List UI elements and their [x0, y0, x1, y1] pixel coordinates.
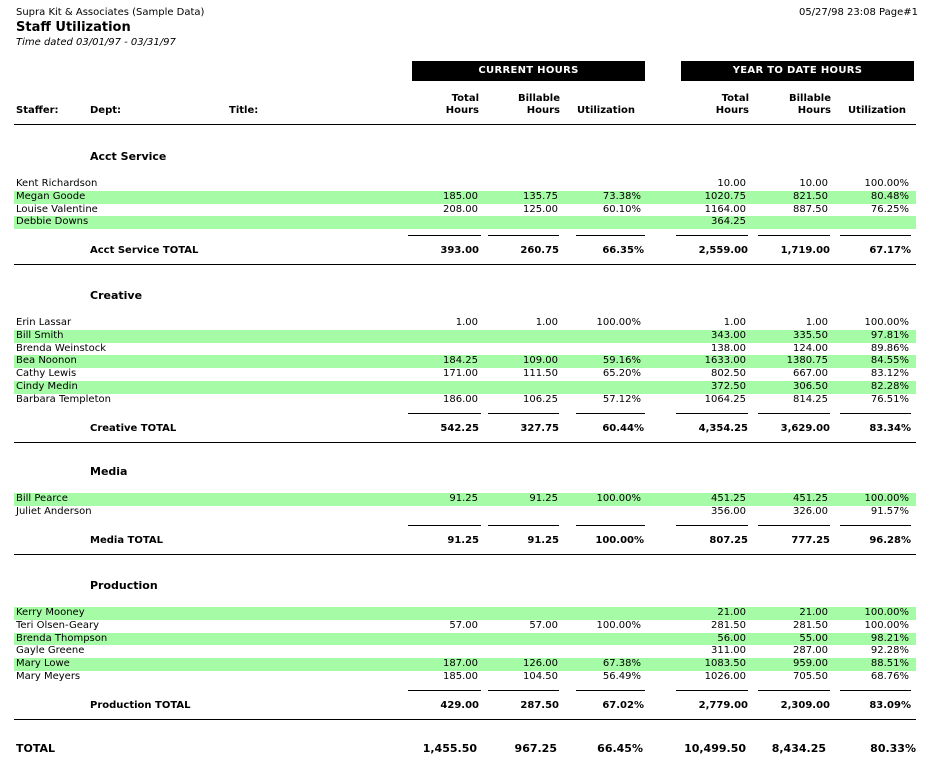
cell-ytd-total: 1164.00 — [704, 203, 746, 215]
group-title: Acct Service — [90, 150, 167, 163]
cell-ytd-util: 83.12% — [870, 368, 909, 380]
total-ytd-util: 83.34% — [869, 422, 911, 434]
staffer-name: Kerry Mooney — [16, 607, 85, 618]
cell-cur-util: 56.49% — [602, 671, 641, 682]
cell-cur-util: 100.00% — [596, 493, 641, 504]
group-title: Production — [90, 579, 158, 592]
cell-cur-bill: 91.25 — [529, 493, 558, 504]
staffer-name: Bill Smith — [16, 329, 64, 341]
cell-ytd-util: 84.55% — [870, 355, 909, 367]
staffer-name: Mary Lowe — [16, 658, 70, 670]
total-ytd-bill: 3,629.00 — [780, 422, 830, 434]
col-ytd-billable — [750, 93, 831, 117]
cell-cur-total: 91.25 — [449, 493, 478, 504]
subtotal-underline — [676, 235, 748, 236]
cell-cur-bill: 104.50 — [523, 671, 558, 682]
cell-ytd-bill: 306.50 — [793, 381, 828, 392]
cell-cur-util: 65.20% — [602, 368, 641, 380]
cell-cur-bill: 111.50 — [523, 368, 558, 380]
cell-cur-total: 1.00 — [455, 317, 478, 328]
cell-ytd-bill: 959.00 — [793, 658, 828, 670]
cell-ytd-bill: 326.00 — [793, 505, 828, 517]
subtotal-underline — [488, 525, 559, 526]
subtotal-underline — [840, 235, 911, 236]
total-cur-util: 66.35% — [602, 245, 644, 257]
col-dept: Dept: — [90, 105, 122, 116]
group-total-row — [0, 244, 936, 258]
cell-ytd-total: 56.00 — [717, 632, 746, 644]
section-divider — [14, 554, 916, 555]
subtotal-underline — [758, 525, 830, 526]
cell-cur-total: 171.00 — [443, 368, 478, 380]
col-ytd-total-line1: Total — [721, 93, 749, 104]
subtotal-underline — [676, 413, 748, 414]
cell-ytd-total: 21.00 — [717, 607, 746, 618]
cell-ytd-util: 100.00% — [864, 317, 909, 328]
staffer-name: Teri Olsen-Geary — [16, 619, 100, 631]
cell-ytd-util: 76.25% — [870, 203, 909, 215]
staffer-name: Bea Noonon — [16, 355, 77, 367]
grand-ytd-utilization: 80.33% — [870, 742, 916, 755]
cell-ytd-bill: 287.00 — [793, 645, 828, 657]
cell-ytd-util: 100.00% — [864, 619, 909, 631]
cell-ytd-bill: 281.50 — [793, 619, 828, 631]
cell-cur-total: 208.00 — [443, 203, 478, 215]
cell-cur-util: 60.10% — [602, 203, 641, 215]
total-cur-util: 67.02% — [602, 699, 644, 711]
table-row — [14, 317, 916, 330]
table-row — [14, 645, 916, 658]
staffer-name: Louise Valentine — [16, 203, 98, 215]
cell-ytd-total: 1633.00 — [704, 355, 746, 367]
cell-ytd-total: 138.00 — [711, 342, 746, 354]
cell-ytd-util: 97.81% — [870, 329, 909, 341]
current-hours-band: CURRENT HOURS — [412, 61, 645, 81]
cell-cur-bill: 125.00 — [523, 203, 558, 215]
total-ytd-bill: 777.25 — [791, 534, 830, 546]
subtotal-underline — [408, 690, 481, 691]
cell-cur-total: 184.25 — [443, 355, 478, 367]
staffer-name: Juliet Anderson — [16, 505, 92, 517]
group-total-label: Media TOTAL — [90, 534, 164, 546]
cell-ytd-util: 68.76% — [870, 671, 909, 682]
cell-ytd-util: 100.00% — [864, 607, 909, 618]
total-cur-total: 91.25 — [447, 534, 479, 546]
staffer-name: Erin Lassar — [16, 317, 72, 328]
section-divider — [14, 264, 916, 265]
cell-cur-total: 185.00 — [443, 190, 478, 202]
col-title: Title: — [229, 105, 259, 116]
cell-ytd-total: 372.50 — [711, 381, 746, 392]
cell-ytd-util: 82.28% — [870, 381, 909, 392]
grand-ytd-total: 10,499.50 — [684, 742, 746, 755]
table-row — [14, 216, 916, 229]
total-cur-total: 393.00 — [440, 245, 479, 257]
col-ytd-billable-line1: Billable — [788, 93, 831, 104]
total-ytd-util: 83.09% — [869, 699, 911, 711]
cell-ytd-util: 92.28% — [870, 645, 909, 657]
table-row — [14, 381, 916, 394]
cell-ytd-bill: 10.00 — [799, 178, 828, 189]
cell-cur-total: 186.00 — [443, 393, 478, 405]
cell-ytd-total: 311.00 — [711, 645, 746, 657]
total-cur-total: 429.00 — [440, 699, 479, 711]
col-ytd-total — [670, 93, 749, 117]
table-row — [14, 633, 916, 646]
cell-ytd-total: 802.50 — [711, 368, 746, 380]
cell-ytd-total: 281.50 — [711, 619, 746, 631]
group-total-label: Acct Service TOTAL — [90, 245, 199, 257]
subtotal-underline — [488, 690, 559, 691]
cell-cur-util: 100.00% — [596, 619, 641, 631]
cell-ytd-bill: 451.25 — [793, 493, 828, 504]
subtotal-underline — [758, 413, 830, 414]
cell-ytd-total: 1083.50 — [704, 658, 746, 670]
cell-ytd-total: 356.00 — [711, 505, 746, 517]
subtotal-underline — [840, 690, 911, 691]
table-row — [14, 620, 916, 633]
section-divider — [14, 719, 916, 720]
cell-ytd-bill: 814.25 — [793, 393, 828, 405]
staffer-name: Debbie Downs — [16, 216, 89, 228]
subtotal-underline — [408, 413, 481, 414]
staffer-name: Cindy Medin — [16, 381, 78, 392]
col-cur-utilization: Utilization — [577, 105, 635, 116]
table-row — [14, 506, 916, 519]
subtotal-underline — [488, 235, 559, 236]
subtotal-underline — [758, 235, 830, 236]
total-ytd-total: 4,354.25 — [698, 422, 748, 434]
header-divider — [14, 124, 916, 125]
group-title: Media — [90, 465, 128, 478]
cell-cur-util: 73.38% — [602, 190, 641, 202]
table-row — [14, 671, 916, 684]
staffer-name: Mary Meyers — [16, 671, 81, 682]
group-total-label: Production TOTAL — [90, 699, 191, 711]
cell-ytd-total: 1064.25 — [704, 393, 746, 405]
cell-cur-total: 187.00 — [443, 658, 478, 670]
cell-cur-bill: 135.75 — [523, 190, 558, 202]
cell-ytd-total: 451.25 — [711, 493, 746, 504]
grand-total-row — [0, 742, 936, 756]
total-cur-util: 60.44% — [602, 422, 644, 434]
subtotal-underline — [758, 690, 830, 691]
cell-cur-total: 185.00 — [443, 671, 478, 682]
staffer-name: Barbara Templeton — [16, 393, 111, 405]
total-ytd-bill: 2,309.00 — [780, 699, 830, 711]
total-ytd-bill: 1,719.00 — [780, 245, 830, 257]
total-cur-bill: 327.75 — [520, 422, 559, 434]
report-title: Staff Utilization — [16, 20, 131, 35]
cell-ytd-util: 89.86% — [870, 342, 909, 354]
subtotal-underline — [488, 413, 559, 414]
subtotal-underline — [576, 235, 645, 236]
table-row — [14, 178, 916, 191]
cell-ytd-util: 88.51% — [870, 658, 909, 670]
total-ytd-util: 96.28% — [869, 534, 911, 546]
company-name: Supra Kit & Associates (Sample Data) — [16, 7, 205, 18]
cell-cur-bill: 126.00 — [523, 658, 558, 670]
table-row — [14, 355, 916, 368]
subtotal-underline — [576, 690, 645, 691]
subtotal-underline — [676, 525, 748, 526]
cell-cur-util: 59.16% — [602, 355, 641, 367]
group-total-label: Creative TOTAL — [90, 422, 177, 434]
cell-ytd-total: 343.00 — [711, 329, 746, 341]
col-cur-total — [400, 93, 479, 117]
date-range: Time dated 03/01/97 - 03/31/97 — [16, 37, 176, 48]
cell-ytd-total: 1020.75 — [704, 190, 746, 202]
cell-ytd-total: 364.25 — [711, 216, 746, 228]
ytd-hours-band: YEAR TO DATE HOURS — [681, 61, 914, 81]
cell-cur-bill: 57.00 — [529, 619, 558, 631]
grand-ytd-billable: 8,434.25 — [771, 742, 826, 755]
cell-ytd-bill: 124.00 — [793, 342, 828, 354]
total-cur-bill: 287.50 — [520, 699, 559, 711]
table-row — [14, 343, 916, 356]
cell-ytd-bill: 55.00 — [799, 632, 828, 644]
total-cur-bill: 260.75 — [520, 245, 559, 257]
col-cur-billable-line2: Hours — [526, 105, 560, 116]
cell-cur-util: 100.00% — [596, 317, 641, 328]
cell-cur-bill: 1.00 — [535, 317, 558, 328]
cell-ytd-util: 100.00% — [864, 493, 909, 504]
staffer-name: Cathy Lewis — [16, 368, 77, 380]
print-timestamp: 05/27/98 23:08 Page#1 — [798, 7, 918, 18]
total-cur-total: 542.25 — [440, 422, 479, 434]
total-cur-util: 100.00% — [595, 534, 644, 546]
subtotal-underline — [576, 525, 645, 526]
col-staffer: Staffer: — [16, 105, 59, 116]
total-ytd-total: 2,559.00 — [698, 245, 748, 257]
staffer-name: Gayle Greene — [16, 645, 85, 657]
col-ytd-utilization: Utilization — [848, 105, 906, 116]
cell-ytd-total: 1026.00 — [704, 671, 746, 682]
cell-ytd-util: 76.51% — [870, 393, 909, 405]
table-row — [14, 607, 916, 620]
group-total-row — [0, 534, 936, 548]
subtotal-underline — [840, 413, 911, 414]
cell-cur-util: 67.38% — [602, 658, 641, 670]
cell-ytd-total: 10.00 — [717, 178, 746, 189]
col-ytd-billable-line2: Hours — [797, 105, 831, 116]
col-cur-billable-line1: Billable — [517, 93, 560, 104]
grand-cur-total: 1,455.50 — [422, 742, 477, 755]
table-row — [14, 204, 916, 217]
group-total-row — [0, 699, 936, 713]
cell-cur-bill: 109.00 — [523, 355, 558, 367]
staffer-name: Bill Pearce — [16, 493, 68, 504]
cell-ytd-util: 91.57% — [870, 505, 909, 517]
cell-ytd-util: 100.00% — [864, 178, 909, 189]
subtotal-underline — [576, 413, 645, 414]
grand-total-label: TOTAL — [16, 742, 56, 755]
staffer-name: Megan Goode — [16, 190, 86, 202]
cell-ytd-bill: 1380.75 — [786, 355, 828, 367]
cell-ytd-bill: 821.50 — [793, 190, 828, 202]
total-cur-bill: 91.25 — [527, 534, 559, 546]
staffer-name: Kent Richardson — [16, 178, 98, 189]
subtotal-underline — [408, 235, 481, 236]
cell-ytd-bill: 887.50 — [793, 203, 828, 215]
cell-ytd-bill: 667.00 — [793, 368, 828, 380]
col-cur-total-line1: Total — [451, 93, 479, 104]
section-divider — [14, 442, 916, 443]
cell-ytd-util: 80.48% — [870, 190, 909, 202]
cell-ytd-total: 1.00 — [723, 317, 746, 328]
col-cur-billable — [480, 93, 560, 117]
cell-ytd-util: 98.21% — [870, 632, 909, 644]
table-row — [14, 394, 916, 407]
subtotal-underline — [408, 525, 481, 526]
group-title: Creative — [90, 289, 143, 302]
total-ytd-util: 67.17% — [869, 245, 911, 257]
table-row — [14, 493, 916, 506]
col-cur-total-line2: Hours — [445, 105, 479, 116]
table-row — [14, 658, 916, 671]
table-row — [14, 191, 916, 204]
staffer-name: Brenda Weinstock — [16, 342, 107, 354]
cell-ytd-bill: 705.50 — [793, 671, 828, 682]
staffer-name: Brenda Thompson — [16, 632, 108, 644]
subtotal-underline — [676, 690, 748, 691]
col-ytd-total-line2: Hours — [715, 105, 749, 116]
cell-cur-bill: 106.25 — [523, 393, 558, 405]
cell-ytd-bill: 335.50 — [793, 329, 828, 341]
cell-ytd-bill: 21.00 — [799, 607, 828, 618]
cell-cur-total: 57.00 — [449, 619, 478, 631]
subtotal-underline — [840, 525, 911, 526]
total-ytd-total: 2,779.00 — [698, 699, 748, 711]
grand-cur-utilization: 66.45% — [597, 742, 643, 755]
grand-cur-billable: 967.25 — [514, 742, 557, 755]
total-ytd-total: 807.25 — [709, 534, 748, 546]
cell-ytd-bill: 1.00 — [805, 317, 828, 328]
cell-cur-util: 57.12% — [602, 393, 641, 405]
table-row — [14, 368, 916, 381]
group-total-row — [0, 422, 936, 436]
table-row — [14, 330, 916, 343]
